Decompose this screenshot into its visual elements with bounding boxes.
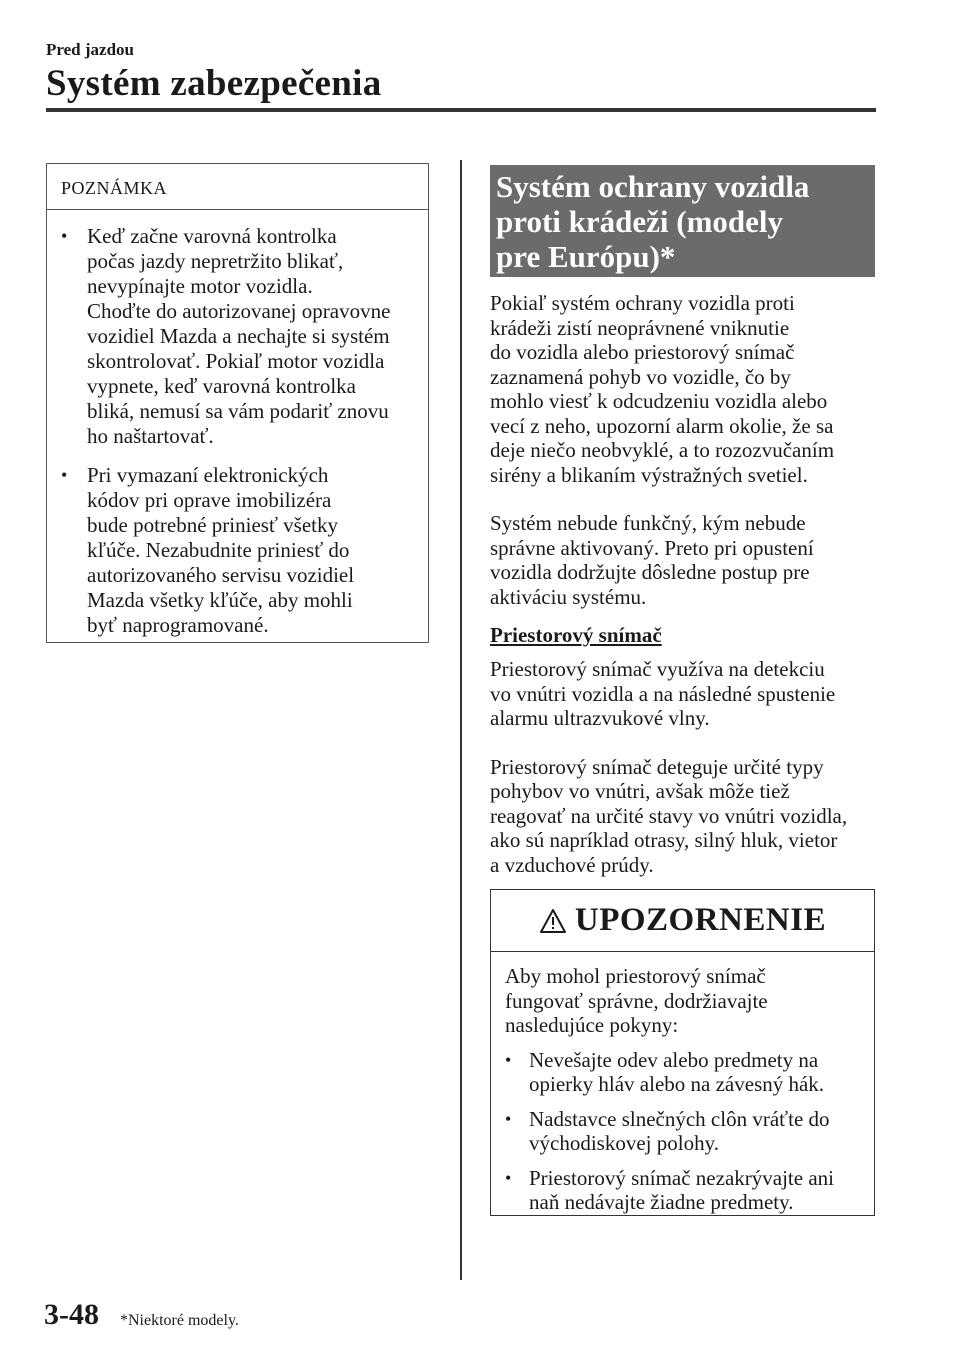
text-line: deje niečo neobvyklé, a to rozozvučaním xyxy=(490,438,835,462)
text-line: vecí z neho, upozorní alarm okolie, že sa xyxy=(490,413,834,438)
text-line: krádeži zistí neoprávnené vniknutie xyxy=(490,315,790,340)
text-line: Priestorový snímač nezakrývajte ani xyxy=(529,1165,834,1190)
right-column xyxy=(490,165,875,877)
text-line: Priestorový snímač využíva na detekciu xyxy=(490,657,825,681)
text-line: Systém nebude funkčný, kým nebude xyxy=(490,511,806,535)
banner-line: pre Európu)* xyxy=(496,239,676,274)
bullet-icon: • xyxy=(505,1108,512,1129)
text-line: a vzduchové prúdy. xyxy=(490,852,654,877)
text-line: Pokiaľ systém ochrany vozidla proti xyxy=(490,291,795,315)
text-line: alarmu ultrazvukové vlny. xyxy=(490,706,710,730)
note-line: Choďte do autorizovanej opravovne xyxy=(87,299,391,323)
text-line: Nadstavce slnečných clôn vráťte do xyxy=(529,1106,830,1131)
note-list xyxy=(47,210,428,638)
note-line: bude potrebné priniesť všetky xyxy=(87,513,338,537)
bullet-icon: • xyxy=(61,465,68,485)
note-item xyxy=(61,463,420,638)
note-line: Keď začne varovná kontrolka xyxy=(87,224,337,248)
warning-item xyxy=(505,1166,862,1215)
note-line: byť naprogramované. xyxy=(87,613,269,637)
text-line: do vozidla alebo priestorový snímač xyxy=(490,340,795,364)
text-line: vozidla dodržujte dôsledne postup pre xyxy=(490,560,810,584)
text-line: opierky hláv alebo na závesný hák. xyxy=(529,1072,825,1096)
text-line: aktiváciu systému. xyxy=(490,584,647,609)
note-line: Mazda všetky kľúče, aby mohli xyxy=(87,588,353,612)
text-line: fungovať správne, dodržiavajte xyxy=(505,988,768,1013)
bullet-icon: • xyxy=(505,1049,512,1070)
warning-header xyxy=(491,890,874,952)
warning-triangle-icon xyxy=(539,908,567,934)
warning-item xyxy=(505,1048,862,1097)
note-line: počas jazdy nepretržito blikať, xyxy=(87,249,344,273)
text-line: sirény a blikaním výstražných svetiel. xyxy=(490,462,808,487)
text-line: mohlo viesť k odcudzeniu vozidla alebo xyxy=(490,389,828,413)
text-line: východiskovej polohy. xyxy=(529,1131,719,1155)
text-line: naň nedávajte žiadne predmety. xyxy=(529,1190,794,1214)
note-line: ho naštartovať. xyxy=(87,424,214,448)
text-line: Nevešajte odev alebo predmety na xyxy=(529,1047,819,1072)
warning-title: UPOZORNENIE xyxy=(574,902,827,938)
note-line: vypnete, keď varovná kontrolka xyxy=(87,374,356,398)
paragraph-activation xyxy=(490,511,875,609)
section-banner xyxy=(490,165,875,277)
text-line: reagovať na určité stavy vo vnútri vozidla, xyxy=(490,803,848,828)
warning-list xyxy=(505,1048,862,1215)
section-label: Pred jazdou xyxy=(46,40,134,59)
paragraph-sensor xyxy=(490,657,875,731)
text-line: ako sú napríklad otrasy, silný hluk, vietor xyxy=(490,828,838,852)
footnote: *Niektoré modely. xyxy=(120,1312,239,1329)
note-line: bliká, nemusí sa vám podariť znovu xyxy=(87,399,389,423)
warning-body xyxy=(491,952,874,1215)
note-title: POZNÁMKA xyxy=(47,164,428,210)
note-line: nevypínajte motor vozidla. xyxy=(87,274,313,298)
bullet-icon: • xyxy=(61,226,68,246)
title-rule xyxy=(46,108,876,112)
warning-item xyxy=(505,1107,862,1156)
note-line: Pri vymazaní elektronických xyxy=(87,463,329,487)
note-line: kľúče. Nezabudnite priniesť do xyxy=(87,538,350,562)
warning-intro xyxy=(505,964,862,1038)
note-line: skontrolovať. Pokiaľ motor vozidla xyxy=(87,349,385,373)
note-item xyxy=(61,224,420,449)
page-number: 3-48 xyxy=(44,1298,99,1331)
banner-line: Systém ochrany vozidla xyxy=(496,169,810,204)
warning-box xyxy=(490,889,875,1216)
subheading: Priestorový snímač xyxy=(490,623,662,647)
banner-line: proti krádeži (modely xyxy=(496,204,784,239)
text-line: nasledujúce pokyny: xyxy=(505,1013,679,1037)
text-line: vo vnútri vozidla a na následné spustenie xyxy=(490,681,836,706)
column-divider xyxy=(460,160,462,1280)
text-line: Aby mohol priestorový snímač xyxy=(505,964,766,988)
note-line: kódov pri oprave imobilizéra xyxy=(87,488,332,512)
note-line: vozidiel Mazda a nechajte si systém xyxy=(87,324,390,348)
paragraph-detection xyxy=(490,755,875,878)
text-line: pohybov vo vnútri, avšak môže tiež xyxy=(490,779,790,803)
page-title: Systém zabezpečenia xyxy=(46,63,382,104)
text-line: zaznamená pohyb vo vozidle, čo by xyxy=(490,364,791,389)
text-line: Priestorový snímač deteguje určité typy xyxy=(490,754,824,779)
note-line: autorizovaného servisu vozidiel xyxy=(87,563,355,587)
text-line: správne aktivovaný. Preto pri opustení xyxy=(490,535,814,560)
note-box xyxy=(46,163,429,643)
bullet-icon: • xyxy=(505,1167,512,1188)
paragraph-intro xyxy=(490,291,875,487)
